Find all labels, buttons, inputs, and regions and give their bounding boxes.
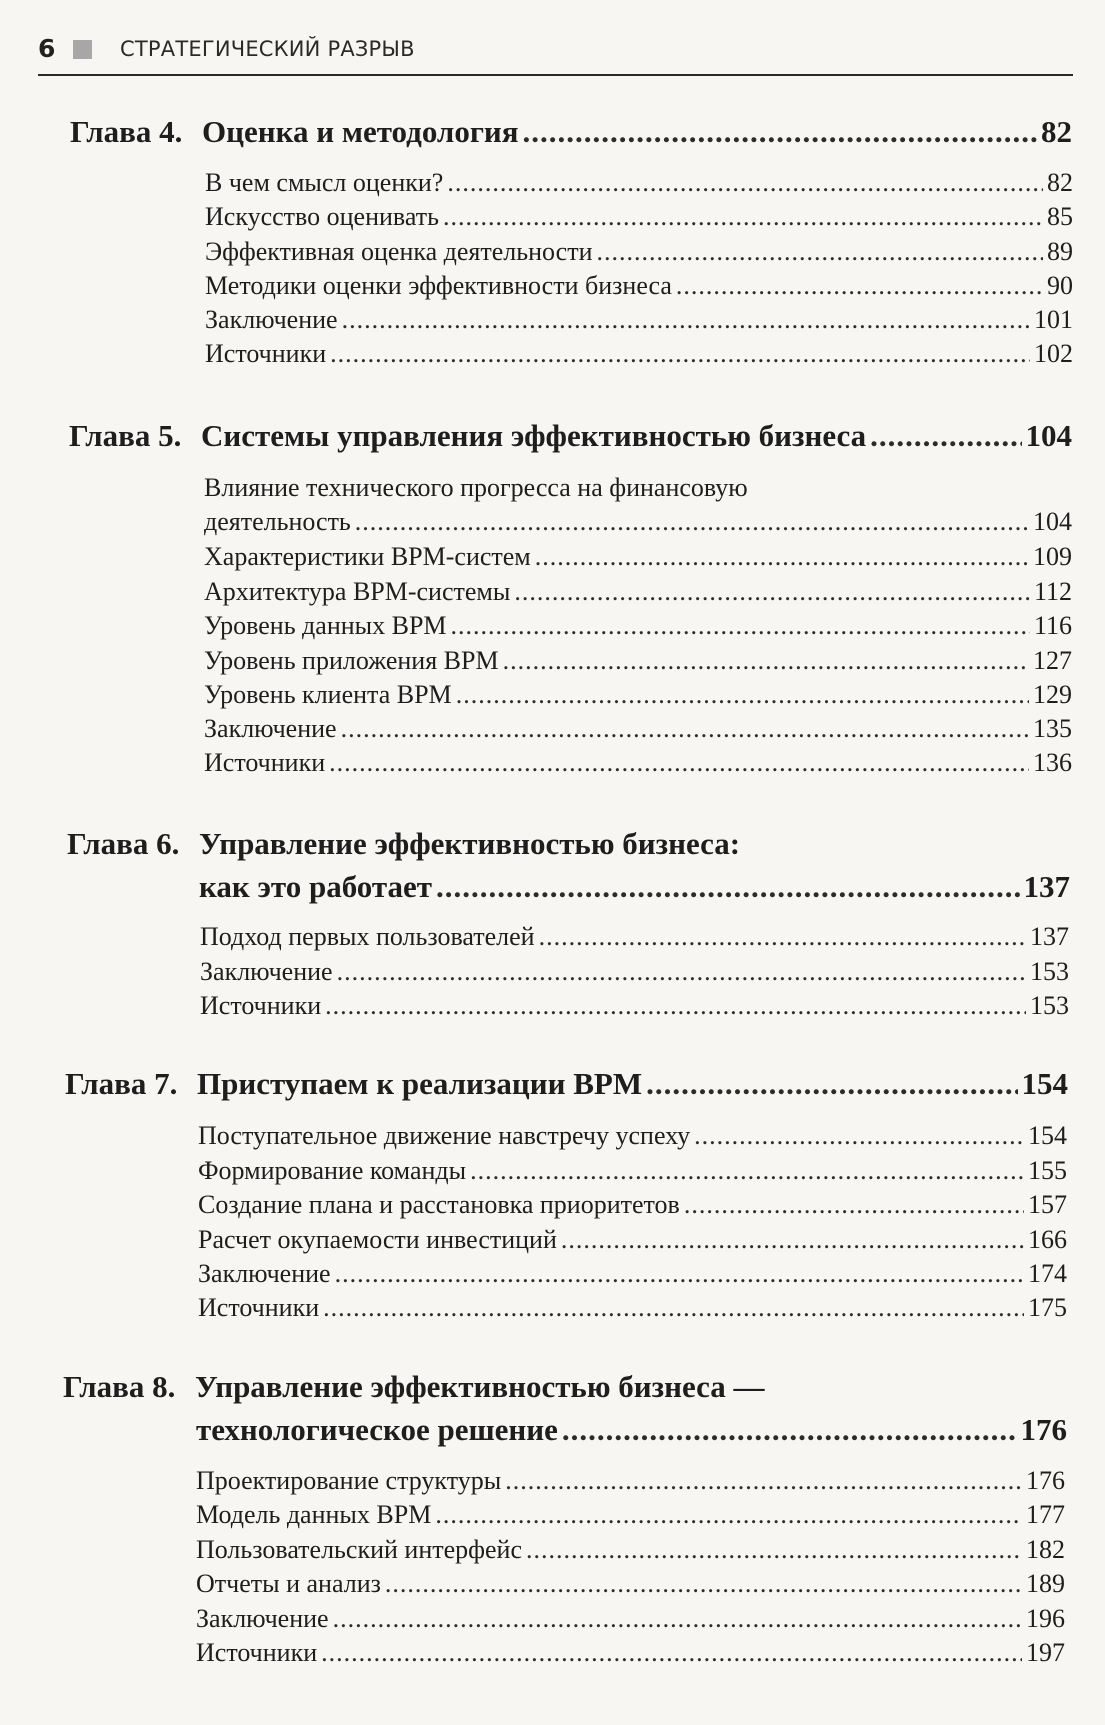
chapter-heading-first-line bbox=[63, 1369, 1067, 1405]
entry-title: Поступательное движение навстречу успеху bbox=[198, 1121, 691, 1150]
dot-leader bbox=[694, 1121, 1024, 1151]
entry-title: деятельность bbox=[204, 507, 351, 536]
entry-page: 166 bbox=[1028, 1225, 1067, 1254]
dot-leader bbox=[435, 1500, 1022, 1530]
chapter-title: как это работает bbox=[199, 869, 432, 904]
entry-page: 177 bbox=[1026, 1500, 1065, 1529]
dot-leader bbox=[646, 1066, 1017, 1102]
chapter-title: технологическое решение bbox=[196, 1412, 558, 1447]
dot-leader bbox=[470, 1156, 1024, 1186]
entry-title-line1: Влияние технического прогресса на финансовую bbox=[204, 473, 748, 502]
dot-leader bbox=[342, 305, 1030, 335]
entry-page: 155 bbox=[1028, 1156, 1067, 1185]
entry-title: Расчет окупаемости инвестиций bbox=[198, 1225, 557, 1254]
chapter-heading[interactable] bbox=[199, 869, 1070, 905]
dot-leader bbox=[684, 1190, 1024, 1220]
chapter-heading-first-line bbox=[67, 826, 1070, 862]
entry-page: 101 bbox=[1034, 305, 1073, 334]
dot-leader bbox=[436, 869, 1020, 905]
toc-entry[interactable] bbox=[204, 507, 1072, 537]
dot-leader bbox=[451, 611, 1030, 641]
toc-entry[interactable] bbox=[204, 577, 1072, 607]
chapter-heading[interactable] bbox=[69, 418, 1072, 454]
dot-leader bbox=[870, 418, 1021, 454]
toc-entry[interactable] bbox=[205, 305, 1073, 335]
entry-title: Заключение bbox=[196, 1604, 329, 1633]
toc-entry[interactable] bbox=[196, 1466, 1065, 1496]
dot-leader bbox=[341, 714, 1029, 744]
entry-title: Формирование команды bbox=[198, 1156, 467, 1185]
dot-leader bbox=[597, 237, 1044, 267]
dot-leader bbox=[333, 1604, 1022, 1634]
entry-title: Уровень приложения BPM bbox=[204, 646, 499, 675]
chapter-title-line1: Управление эффективностью бизнеса — bbox=[195, 1369, 765, 1404]
dot-leader bbox=[325, 991, 1026, 1021]
entry-title: Источники bbox=[204, 748, 326, 777]
entry-title: Подход первых пользователей bbox=[200, 922, 535, 951]
entry-page: 104 bbox=[1033, 507, 1072, 536]
entry-page: 127 bbox=[1033, 646, 1072, 675]
entry-page: 176 bbox=[1026, 1466, 1065, 1495]
dot-leader bbox=[539, 922, 1026, 952]
entry-title: Уровень данных BPM bbox=[204, 611, 447, 640]
dot-leader bbox=[505, 1466, 1022, 1496]
entry-page: 89 bbox=[1047, 237, 1073, 266]
entry-title: Отчеты и анализ bbox=[196, 1569, 381, 1598]
chapter-heading[interactable] bbox=[65, 1066, 1068, 1102]
entry-page: 175 bbox=[1028, 1293, 1067, 1322]
toc-entry[interactable] bbox=[198, 1190, 1067, 1220]
toc-entry[interactable] bbox=[204, 611, 1072, 641]
entry-page: 137 bbox=[1030, 922, 1069, 951]
toc-entry[interactable] bbox=[196, 1535, 1065, 1565]
toc-entry[interactable] bbox=[198, 1293, 1067, 1323]
entry-title: Архитектура BPM-системы bbox=[204, 577, 511, 606]
entry-page: 109 bbox=[1033, 542, 1072, 571]
toc-entry[interactable] bbox=[196, 1569, 1065, 1599]
toc-entry[interactable] bbox=[196, 1604, 1065, 1634]
toc-entry[interactable] bbox=[198, 1259, 1067, 1289]
dot-leader bbox=[676, 271, 1043, 301]
entry-page: 197 bbox=[1026, 1638, 1065, 1667]
dot-leader bbox=[337, 957, 1026, 987]
toc-entry[interactable] bbox=[196, 1638, 1065, 1668]
toc-entry[interactable] bbox=[198, 1121, 1067, 1151]
entry-page: 157 bbox=[1028, 1190, 1067, 1219]
entry-page: 135 bbox=[1033, 714, 1072, 743]
chapter-page: 137 bbox=[1023, 869, 1070, 904]
toc-entry[interactable] bbox=[204, 680, 1072, 710]
entry-page: 102 bbox=[1034, 339, 1073, 368]
dot-leader bbox=[456, 680, 1029, 710]
dot-leader bbox=[535, 542, 1029, 572]
chapter-label: Глава 7. bbox=[65, 1066, 178, 1101]
entry-page: 153 bbox=[1030, 957, 1069, 986]
entry-page: 174 bbox=[1028, 1259, 1067, 1288]
entry-title: Проектирование структуры bbox=[196, 1466, 502, 1495]
dot-leader bbox=[329, 748, 1029, 778]
toc-entry[interactable] bbox=[204, 542, 1072, 572]
dot-leader bbox=[355, 507, 1029, 537]
chapter-title: Оценка и методология bbox=[202, 114, 519, 149]
entry-page: 82 bbox=[1047, 168, 1073, 197]
entry-title: Источники bbox=[196, 1638, 318, 1667]
entry-title: Заключение bbox=[205, 305, 338, 334]
toc-entry[interactable] bbox=[196, 1500, 1065, 1530]
chapter-label: Глава 6. bbox=[67, 826, 180, 861]
dot-leader bbox=[443, 202, 1043, 232]
dot-leader bbox=[447, 168, 1043, 198]
book-title: СТРАТЕГИЧЕСКИЙ РАЗРЫВ bbox=[120, 37, 415, 61]
entry-page: 182 bbox=[1026, 1535, 1065, 1564]
dot-leader bbox=[335, 1259, 1024, 1289]
toc-entry-first-line bbox=[204, 473, 1072, 503]
chapter-title: Системы управления эффективностью бизнеса bbox=[201, 418, 867, 453]
entry-title: Заключение bbox=[204, 714, 337, 743]
toc-entry[interactable] bbox=[204, 748, 1072, 778]
entry-title: Уровень клиента BPM bbox=[204, 680, 452, 709]
chapter-title-line1: Управление эффективностью бизнеса: bbox=[199, 826, 741, 861]
entry-page: 90 bbox=[1047, 271, 1073, 300]
toc-entry[interactable] bbox=[205, 271, 1073, 301]
toc-entry[interactable] bbox=[200, 957, 1069, 987]
entry-title: В чем смысл оценки? bbox=[205, 168, 444, 197]
entry-title: Заключение bbox=[200, 957, 333, 986]
toc-entry[interactable] bbox=[205, 237, 1073, 267]
entry-page: 136 bbox=[1033, 748, 1072, 777]
dot-leader bbox=[385, 1569, 1022, 1599]
toc-entry[interactable] bbox=[205, 168, 1073, 198]
dot-leader bbox=[561, 1225, 1024, 1255]
entry-title: Источники bbox=[200, 991, 322, 1020]
entry-page: 196 bbox=[1026, 1604, 1065, 1633]
dot-leader bbox=[562, 1412, 1017, 1448]
dot-leader bbox=[330, 339, 1030, 369]
entry-page: 154 bbox=[1028, 1121, 1067, 1150]
entry-page: 112 bbox=[1033, 577, 1072, 606]
dot-leader bbox=[321, 1638, 1022, 1668]
dot-leader bbox=[503, 646, 1029, 676]
entry-title: Искусство оценивать bbox=[205, 202, 439, 231]
dot-leader bbox=[323, 1293, 1024, 1323]
entry-title: Источники bbox=[198, 1293, 320, 1322]
entry-title: Пользовательский интерфейс bbox=[196, 1535, 522, 1564]
toc-entry[interactable] bbox=[205, 202, 1073, 232]
chapter-page: 154 bbox=[1021, 1066, 1068, 1101]
chapter-page: 82 bbox=[1041, 114, 1072, 149]
entry-title: Источники bbox=[205, 339, 327, 368]
toc-entry[interactable] bbox=[200, 922, 1069, 952]
chapter-label: Глава 4. bbox=[70, 114, 183, 149]
chapter-title: Приступаем к реализации BPM bbox=[197, 1066, 643, 1101]
entry-title: Эффективная оценка деятельности bbox=[205, 237, 593, 266]
chapter-label: Глава 5. bbox=[69, 418, 182, 453]
page-number: 6 bbox=[38, 34, 56, 63]
chapter-page: 176 bbox=[1020, 1412, 1067, 1447]
dot-leader bbox=[526, 1535, 1022, 1565]
entry-page: 85 bbox=[1047, 202, 1073, 231]
chapter-page: 104 bbox=[1025, 418, 1072, 453]
toc-entry[interactable] bbox=[200, 991, 1069, 1021]
chapter-heading[interactable] bbox=[196, 1412, 1067, 1448]
toc-entry[interactable] bbox=[204, 714, 1072, 744]
entry-title: Создание плана и расстановка приоритетов bbox=[198, 1190, 680, 1219]
entry-page: 129 bbox=[1033, 680, 1072, 709]
entry-title: Модель данных BPM bbox=[196, 1500, 432, 1529]
dot-leader bbox=[523, 114, 1037, 150]
chapter-heading[interactable] bbox=[70, 114, 1072, 150]
toc-entry[interactable] bbox=[198, 1225, 1067, 1255]
chapter-label: Глава 8. bbox=[63, 1369, 176, 1404]
entry-page: 116 bbox=[1033, 611, 1072, 640]
toc-entry[interactable] bbox=[205, 339, 1073, 369]
entry-page: 153 bbox=[1030, 991, 1069, 1020]
entry-title: Методики оценки эффективности бизнеса bbox=[205, 271, 672, 300]
dot-leader bbox=[514, 577, 1030, 607]
entry-page: 189 bbox=[1026, 1569, 1065, 1598]
toc-entry[interactable] bbox=[198, 1156, 1067, 1186]
toc-entry[interactable] bbox=[204, 646, 1072, 676]
entry-title: Характеристики BPM-систем bbox=[204, 542, 531, 571]
entry-title: Заключение bbox=[198, 1259, 331, 1288]
